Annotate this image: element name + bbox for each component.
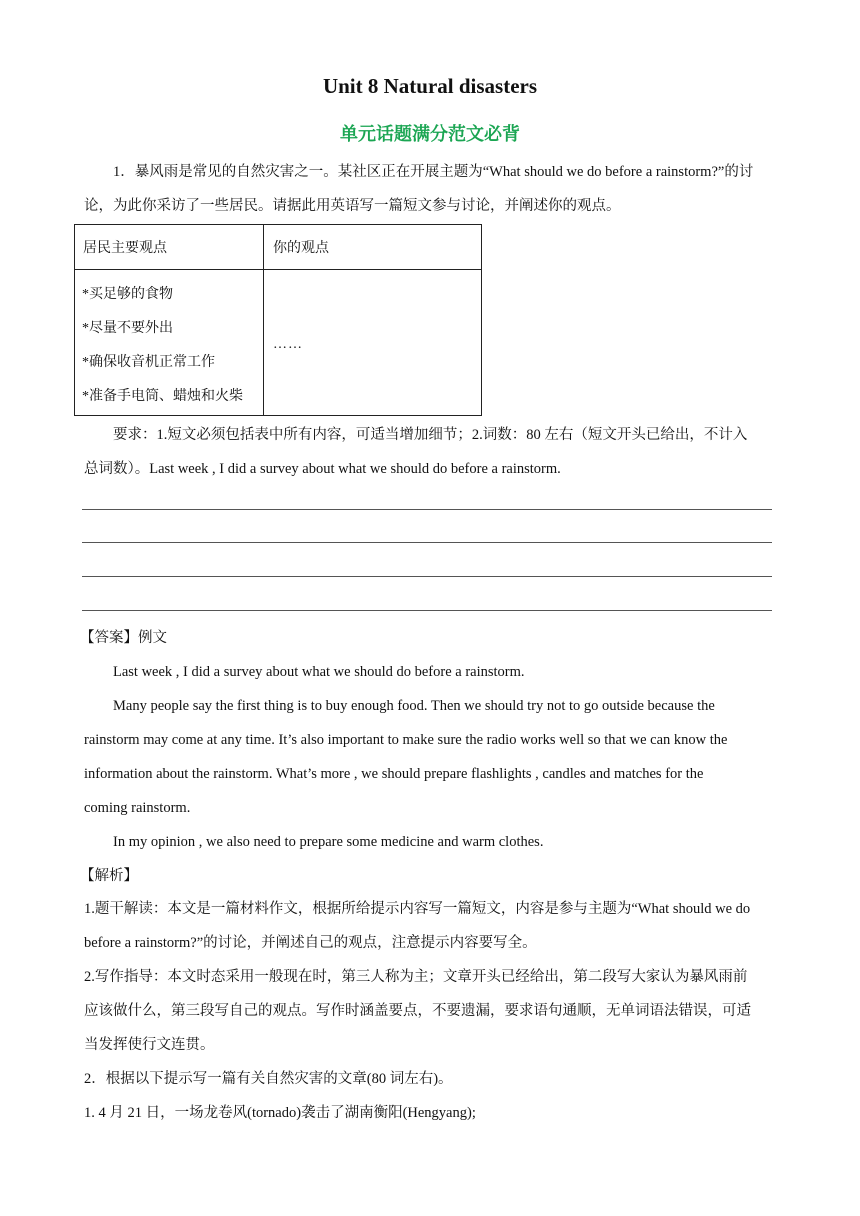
table-header-your-view: 你的观点 [273,241,329,256]
analysis-2-line-1: 2.写作指导：本文时态采用一般现在时，第三人称为主；文章开头已经给出，第二段写大家认为暴风雨前 [84,969,748,985]
answer-label: 【答案】例文 [80,630,167,646]
answer-paragraph-2-line-4: coming rainstorm. [84,800,191,816]
analysis-label: 【解析】 [80,868,138,884]
answer-paragraph-2-line-1: Many people say the first thing is to buy enough food. Then we should try not to go outside because the [113,698,715,714]
table-item: *买足够的食物 [82,287,173,302]
analysis-2-line-2: 应该做什么，第三段写自己的观点。写作时涵盖要点，不要遗漏，要求语句通顺，无单词语法错误，可适 [84,1003,751,1019]
document-title: Unit 8 Natural disasters [322,74,538,98]
answer-writing-line [82,542,772,543]
analysis-1-line-1: 1.题干解读：本文是一篇材料作文，根据所给提示内容写一篇短文，内容是参与主题为“What should we do [84,901,751,917]
question-1-line-2: 论，为此你采访了一些居民。请据此用英语写一篇短文参与讨论，并阐述你的观点。 [84,198,621,214]
table-item: *确保收音机正常工作 [82,355,215,370]
answer-writing-line [82,576,772,577]
requirements-line-1: 要求：1.短文必须包括表中所有内容，可适当增加细节；2.词数：80 左右（短文开头已给出，不计入 [113,427,748,443]
answer-paragraph-2-line-3: information about the rainstorm. What’s more , we should prepare flashlights , candles and matches for the [84,766,704,782]
document-subtitle: 单元话题满分范文必背 [340,124,520,144]
question-2-line-1: 2．根据以下提示写一篇有关自然灾害的文章(80 词左右)。 [84,1071,453,1087]
answer-writing-line [82,610,772,611]
requirements-line-2: 总词数）。Last week , I did a survey about what we should do before a rainstorm. [84,461,561,477]
table-divider-horizontal [75,269,481,270]
answer-paragraph-1: Last week , I did a survey about what we should do before a rainstorm. [113,664,525,680]
analysis-2-line-3: 当发挥使行文连贯。 [84,1037,215,1053]
opinion-table [74,224,482,416]
question-1-line-1: 1．暴风雨是常见的自然灾害之一。某社区正在开展主题为“What should we do before a rainstorm?”的讨 [113,164,754,180]
answer-paragraph-3: In my opinion , we also need to prepare some medicine and warm clothes. [113,834,544,850]
table-item: *尽量不要外出 [82,321,173,336]
answer-writing-line [82,509,772,510]
table-divider-vertical [263,225,264,415]
answer-paragraph-2-line-2: rainstorm may come at any time. It’s also important to make sure the radio works well so that we can know the [84,732,728,748]
table-header-residents: 居民主要观点 [83,241,167,256]
analysis-1-line-2: before a rainstorm?”的讨论，并阐述自己的观点，注意提示内容要写全。 [84,935,537,951]
table-item: *准备手电筒、蜡烛和火柴 [82,389,243,404]
question-2-line-2: 1. 4 月 21 日，一场龙卷风(tornado)袭击了湖南衡阳(Hengyang); [84,1105,476,1121]
table-right-cell: …… [273,337,303,352]
